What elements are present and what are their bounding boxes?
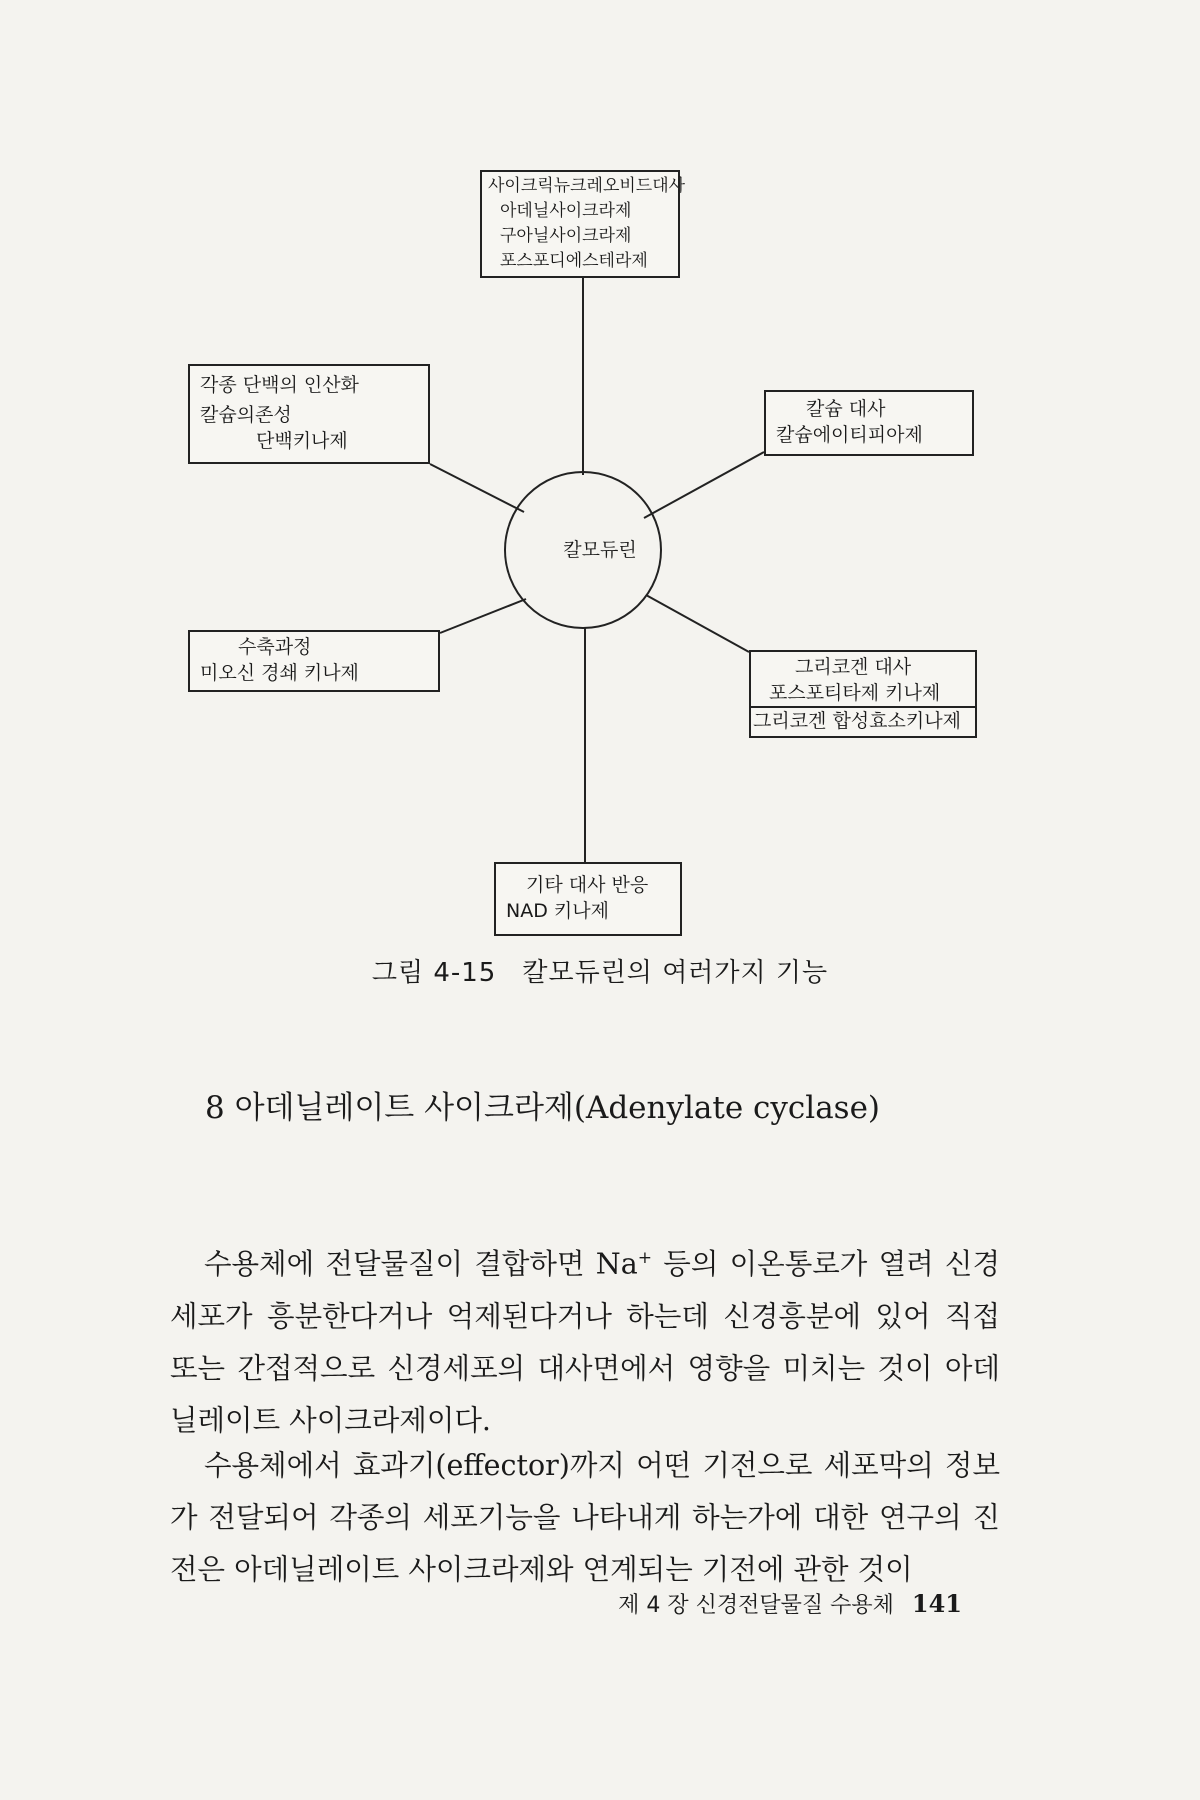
- box-top-line-4: 포스포디에스테라제: [500, 251, 648, 271]
- box-top-line-3: 구아닐사이크라제: [500, 226, 632, 246]
- paragraph-1-part-1: 수용체에 전달물질이 결합하면 Na: [204, 1247, 638, 1281]
- box-lower-right-line-2: 포스포티타제 키나제: [769, 682, 941, 704]
- box-upper-left-line-1: 각종 단백의 인산화: [200, 374, 359, 396]
- section-title: 8 아데닐레이트 사이크라제(Adenylate cyclase): [205, 1090, 881, 1126]
- box-lower-left: [188, 630, 440, 692]
- box-bottom-line-2: NAD 키나제: [506, 900, 609, 922]
- box-bottom: [494, 862, 682, 936]
- page-number: 141: [911, 1589, 962, 1618]
- box-upper-left-line-3: 단백키나제: [256, 430, 348, 452]
- box-lower-right-line-1: 그리코겐 대사: [795, 656, 912, 678]
- figure-number: 그림 4-15: [371, 958, 497, 988]
- connector-lower-left: [440, 599, 526, 633]
- box-upper-right: [764, 390, 974, 456]
- box-bottom-line-1: 기타 대사 반응: [526, 874, 649, 896]
- box-top-line-1: 사이크릭뉴크레오비드대사: [488, 176, 686, 196]
- box-upper-left-line-2: 칼슘의존성: [200, 404, 292, 426]
- box-lower-left-line-1: 수축과정: [238, 636, 312, 658]
- paragraph-2: 수용체에서 효과기(effector)까지 어떤 기전으로 세포막의 정보가 전달되어 각종의 세포기능을 나타내게 하는가에 대한 연구의 진전은 아데닐레이트 사이크라제와 연계되는 기전에 관한 것이: [170, 1449, 1000, 1586]
- connector-lower-right: [646, 595, 749, 652]
- page-footer: [618, 1588, 962, 1619]
- box-upper-left: [188, 364, 430, 464]
- box-top-line-2: 아데닐사이크라제: [500, 201, 632, 221]
- chapter-title: 제 4 장 신경전달물질 수용체: [618, 1593, 894, 1618]
- box-upper-right-line-1: 칼슘 대사: [806, 398, 886, 420]
- box-top: [480, 170, 686, 278]
- connector-upper-right: [644, 452, 764, 518]
- box-lower-left-line-2: 미오신 경쇄 키나제: [200, 662, 359, 684]
- box-upper-right-line-2: 칼슘에이티피아제: [776, 424, 923, 446]
- sodium-superscript: +: [637, 1248, 653, 1268]
- paragraph-1: [170, 1232, 1000, 1447]
- figure-caption: [0, 952, 1200, 989]
- box-lower-right-line-3: 그리코겐 합성효소키나제: [751, 706, 975, 734]
- paragraph-1-part-2: 등의 이온통로가 열려 신경세포가 흥분한다거나 억제된다거나 하는데 신경흥분에 있어 직접 또는 간접적으로 신경세포의 대사면에서 영향을 미치는 것이 아데닐레이트 사이크라제이다.: [170, 1247, 1000, 1437]
- figure-caption-text: 칼모듀린의 여러가지 기능: [522, 958, 829, 988]
- connector-upper-left: [430, 464, 524, 512]
- center-label: 칼모듀린: [563, 539, 637, 561]
- box-lower-right: [749, 650, 977, 738]
